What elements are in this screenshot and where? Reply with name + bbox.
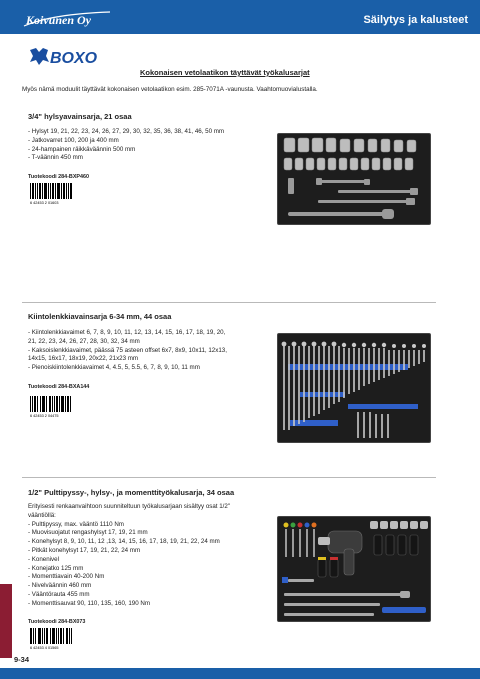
boxo-logo [28, 46, 116, 68]
list-item: - Hylsyt 19, 21, 22, 23, 24, 26, 27, 29, 30, 32, 35, 36, 38, 41, 46, 50 mm [28, 128, 225, 135]
product-code: Tuotekoodi 284-BXP460 [28, 174, 90, 180]
product-code: Tuotekoodi 284-BXA144 [28, 384, 90, 390]
page-number: 9-34 [14, 655, 30, 664]
section-divider [22, 477, 436, 478]
list-item: - T-väännin 450 mm [28, 154, 83, 162]
barcode-image [28, 183, 74, 205]
product-title: Kiintolenkkiavainsarja 6-34 mm, 44 osaa [28, 312, 172, 321]
list-item: - Pulttipyssy, max. vääntö 1110 Nm [28, 520, 124, 528]
list-item: 21, 22, 23, 24, 26, 27, 28, 30, 32, 34 mm [28, 337, 140, 345]
barcode-digits: 6 42453 4 01565 [30, 646, 59, 650]
product-title: 1/2" Pulttipyssy-, hylsy-, ja momenttityökalusarja, 34 osaa [28, 488, 235, 497]
product-image-wrench-set [277, 333, 431, 443]
list-item: - 24-hampainen räikkäväännin 500 mm [28, 145, 136, 153]
section-title: Säilytys ja kalusteet [363, 14, 468, 26]
list-item: - Momenttiavain 40-200 Nm [28, 573, 105, 581]
list-item: 14x15, 16x17, 18x19, 20x22, 21x23 mm [28, 355, 139, 363]
barcode-image [28, 628, 74, 650]
koivunen-logo [22, 8, 114, 30]
list-item: - Konejatko 125 mm [28, 564, 84, 572]
list-item: - Momenttisauvat 90, 110, 135, 160, 190 Nm [28, 599, 150, 607]
intro-text: Myös nämä moduulit täyttävät kokonaisen vetolaatikon esim. 285-7071A -vaunusta. Vaahtomuovialustalla. [22, 86, 318, 93]
boxo-wordmark: BOXO [50, 50, 98, 67]
list-item: - Muovisuojatut rengashylsyt 17, 19, 21 mm [28, 529, 148, 537]
page-footer [0, 668, 480, 679]
list-item: - Nivelväännin 460 mm [28, 582, 92, 590]
product-title: 3/4" hylsyavainsarja, 21 osaa [28, 112, 132, 121]
chapter-tab [0, 584, 12, 658]
product-code: Tuotekoodi 284-BX073 [28, 619, 86, 625]
list-item: - Kiintolenkkiavaimet 6, 7, 8, 9, 10, 11, 12, 13, 14, 15, 16, 17, 18, 19, 20, [28, 329, 226, 336]
list-item: Erityisesti renkaanvaihtoon suunniteltuun työkalusarjaan sisältyy osat 1/2" [28, 503, 231, 510]
brand-name: Koivunen Oy [26, 13, 92, 27]
barcode-digits: 6 42453 2 04475 [30, 414, 59, 418]
product-image-impact-wrench-set [277, 516, 431, 622]
barcode-digits: 6 42453 2 01603 [30, 201, 59, 205]
list-item: - Jatkovarret 100, 200 ja 400 mm [28, 136, 119, 144]
product-feature-list [28, 329, 227, 373]
catalog-title: Kokonaisen vetolaatikon täyttävät työkalusarjat [140, 68, 310, 77]
list-item: - Kaksoislenkkiavaimet, päässä 75 asteen offset 6x7, 8x9, 10x11, 12x13, [28, 346, 227, 354]
section-divider [22, 302, 436, 303]
list-item: vääntiöllä: [28, 511, 56, 519]
list-item: - Vääntörauta 455 mm [28, 590, 90, 598]
product-image-socket-set [277, 133, 431, 225]
list-item: - Pitkät konehylsyt 17, 19, 21, 22, 24 mm [28, 546, 141, 554]
product-feature-list [28, 503, 230, 609]
page-header [0, 0, 480, 34]
barcode-image [28, 396, 74, 418]
list-item: - Konehylsyt 8, 9, 10, 11, 12 ,13, 14, 15, 16, 17, 18, 19, 21, 22, 24 mm [28, 538, 220, 546]
list-item: - Konenivel [28, 555, 59, 563]
list-item: - Pienoiskiintolenkkiavaimet 4, 4.5, 5, 5.5, 6, 7, 8, 9, 10, 11 mm [28, 364, 200, 372]
product-feature-list [28, 128, 224, 163]
